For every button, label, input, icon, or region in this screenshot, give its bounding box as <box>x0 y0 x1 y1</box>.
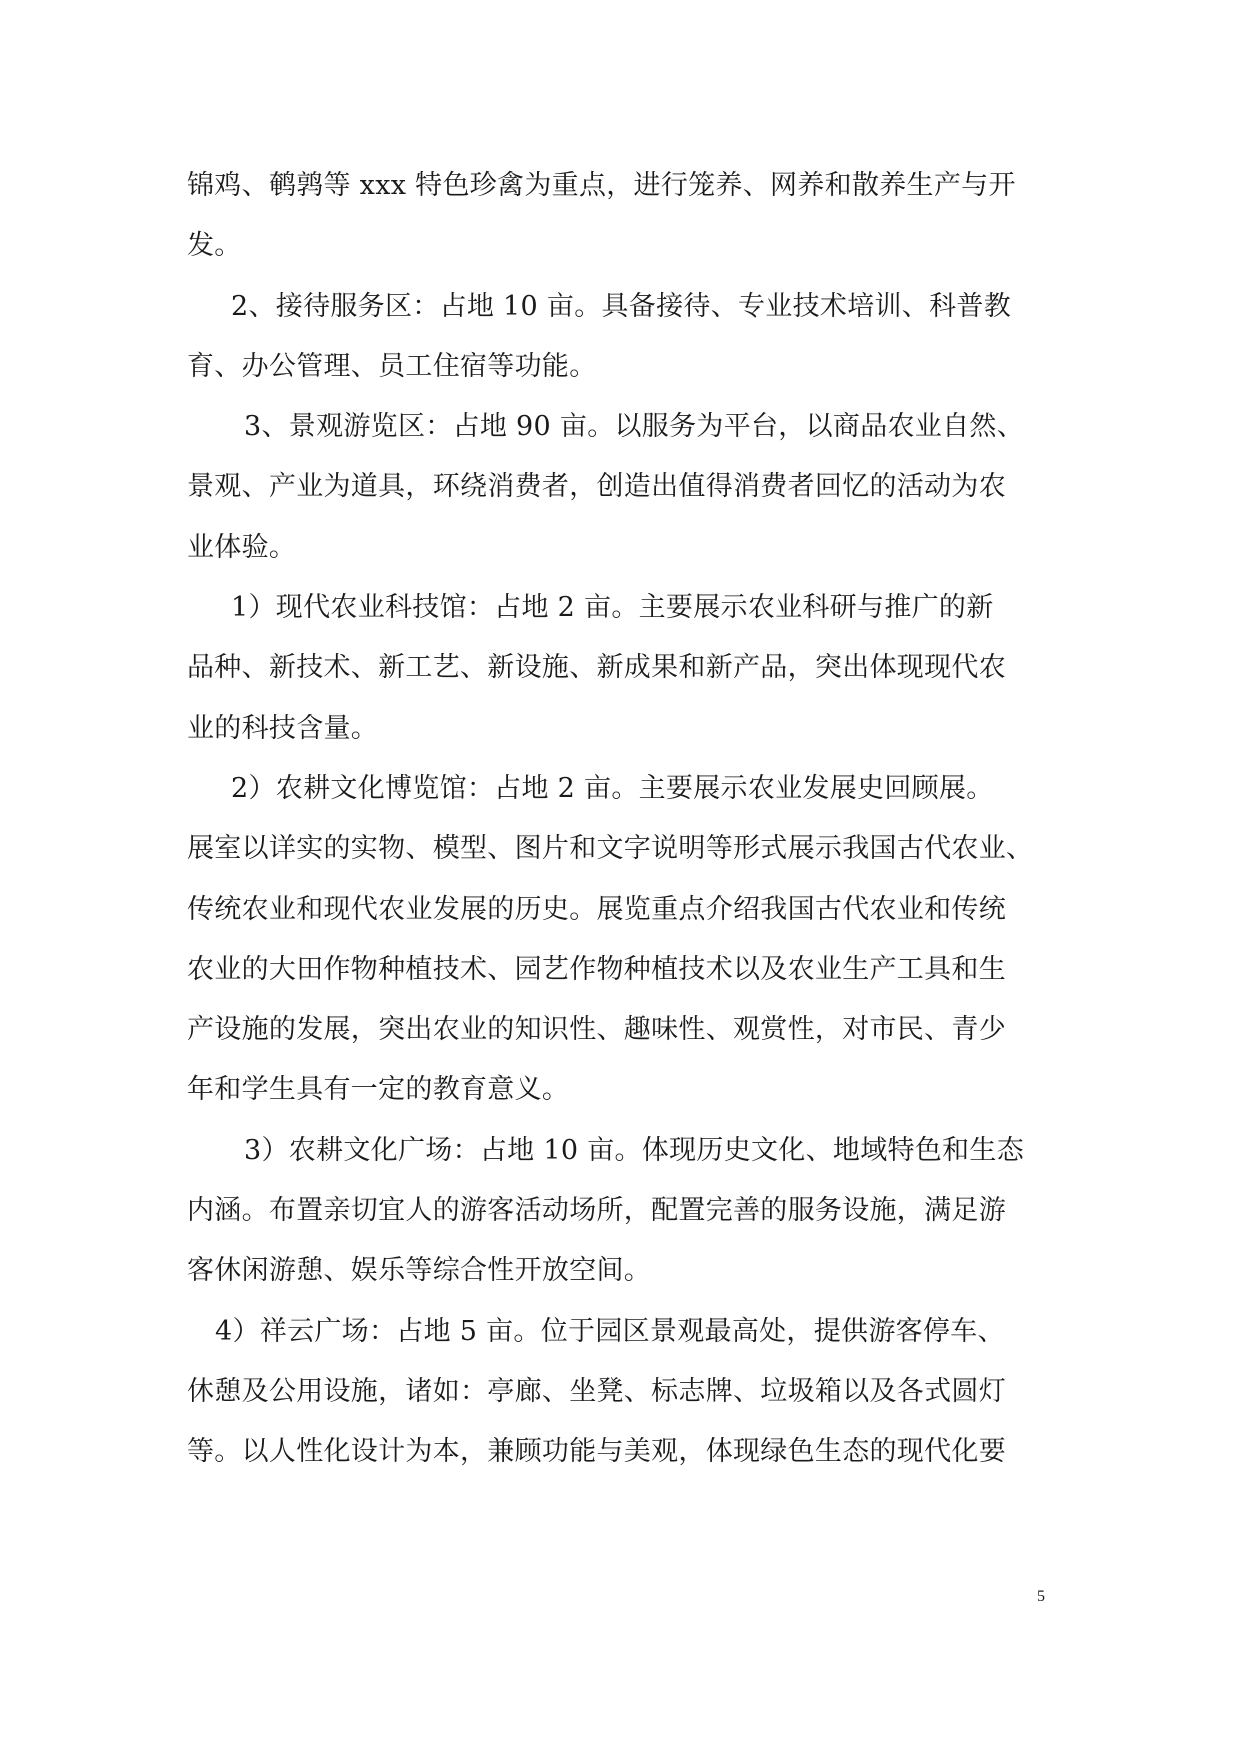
body-text <box>187 156 1057 1483</box>
text-line: 业的科技含量。 <box>187 712 379 744</box>
text-line: 景观、产业为道具，环绕消费者，创造出值得消费者回忆的活动为农 <box>187 471 1006 503</box>
page-number: 5 <box>1037 1588 1045 1605</box>
text-line: 农业的大田作物种植技术、园艺作物种植技术以及农业生产工具和生 <box>187 953 1006 985</box>
text-line: 1）现代农业科技馆：占地 2 亩。主要展示农业科研与推广的新 <box>231 592 994 624</box>
text-line: 业体验。 <box>187 531 297 563</box>
text-line: 休憩及公用设施，诸如：亭廊、坐凳、标志牌、垃圾箱以及各式圆灯 <box>187 1375 1006 1407</box>
text-line: 客休闲游憩、娱乐等综合性开放空间。 <box>187 1255 652 1287</box>
text-line: 2、接待服务区：占地 10 亩。具备接待、专业技术培训、科普教 <box>231 290 1011 322</box>
text-line: 内涵。布置亲切宜人的游客活动场所，配置完善的服务设施，满足游 <box>187 1195 1006 1227</box>
text-line: 3、景观游览区：占地 90 亩。以服务为平台，以商品农业自然、 <box>244 411 1024 443</box>
text-line: 育、办公管理、员工住宿等功能。 <box>187 350 597 382</box>
text-line: 4）祥云广场：占地 5 亩。位于园区景观最高处，提供游客停车、 <box>215 1315 1005 1347</box>
text-line: 展室以详实的实物、模型、图片和文字说明等形式展示我国古代农业、 <box>187 833 1034 865</box>
text-line: 产设施的发展，突出农业的知识性、趣味性、观赏性，对市民、青少 <box>187 1014 1006 1046</box>
text-line: 发。 <box>187 230 242 262</box>
text-line: 3）农耕文化广场：占地 10 亩。体现历史文化、地域特色和生态 <box>244 1134 1024 1166</box>
text-line: 2）农耕文化博览馆：占地 2 亩。主要展示农业发展史回顾展。 <box>231 772 994 804</box>
text-line: 锦鸡、鹌鹑等 xxx 特色珍禽为重点，进行笼养、网养和散养生产与开 <box>187 170 1016 201</box>
text-line: 等。以人性化设计为本，兼顾功能与美观，体现绿色生态的现代化要 <box>187 1436 1006 1468</box>
text-line: 传统农业和现代农业发展的历史。展览重点介绍我国古代农业和传统 <box>187 893 1006 925</box>
text-line: 品种、新技术、新工艺、新设施、新成果和新产品，突出体现现代农 <box>187 652 1006 684</box>
text-line: 年和学生具有一定的教育意义。 <box>187 1074 570 1106</box>
